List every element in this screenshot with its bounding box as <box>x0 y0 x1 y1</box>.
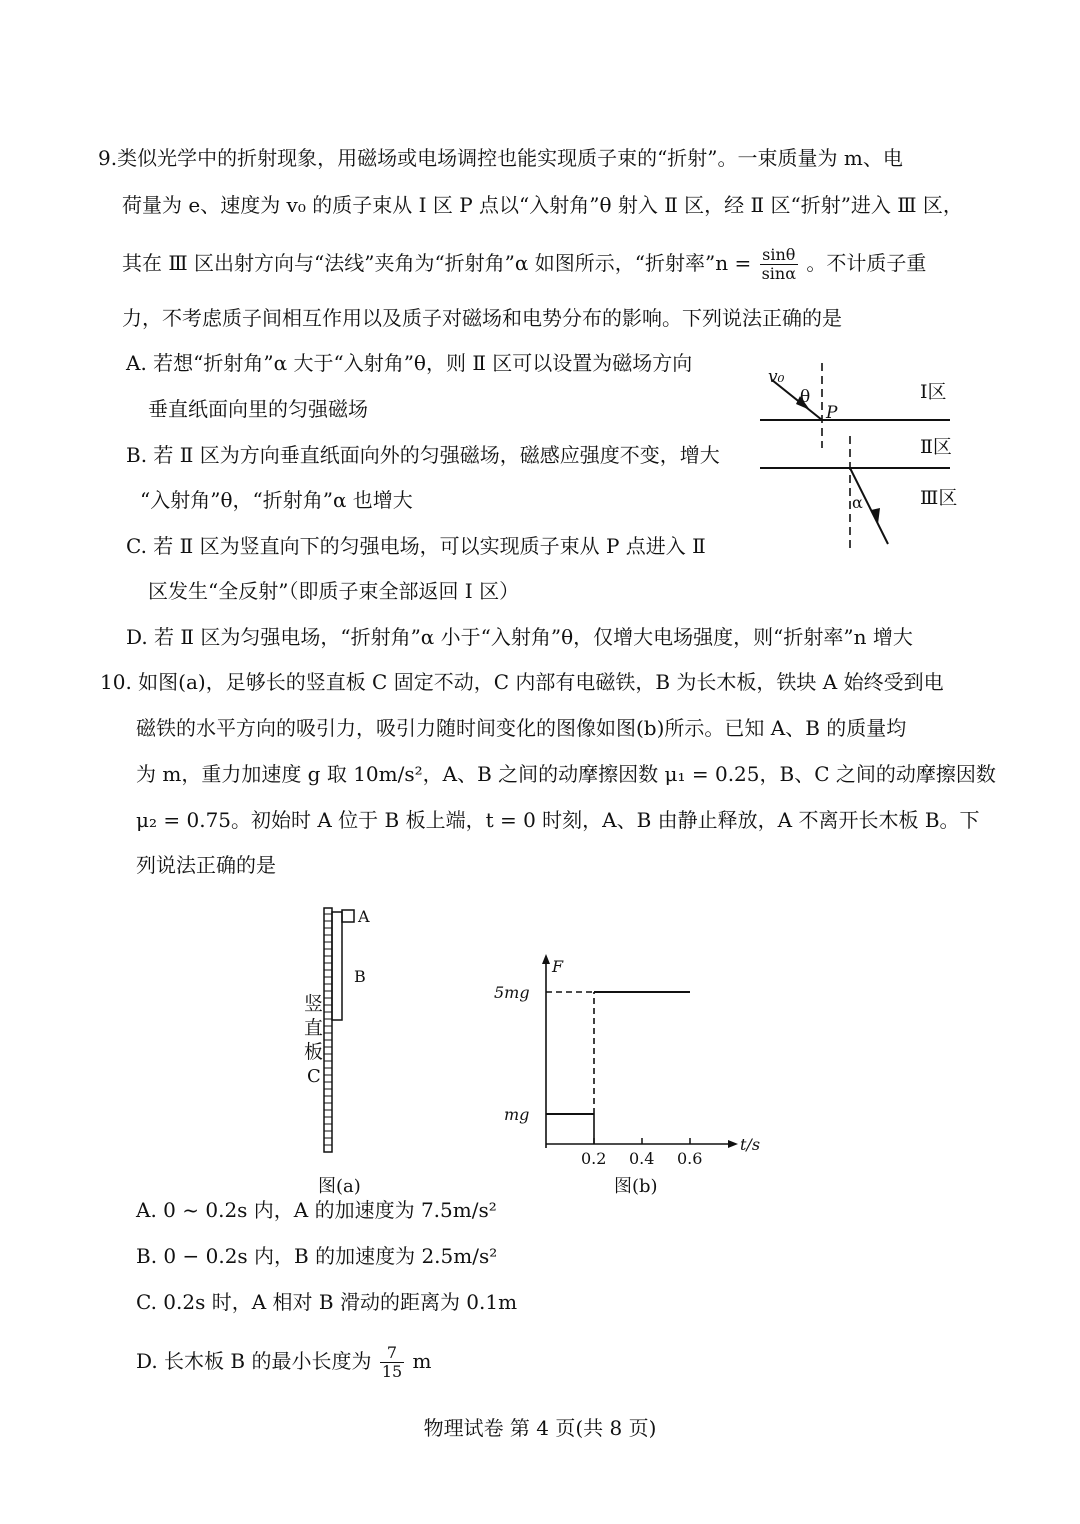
q9-line-3 <box>122 246 926 283</box>
min-length-fraction <box>380 1344 404 1381</box>
q10-option-c: C. 0.2s 时，A 相对 B 滑动的距离为 0.1m <box>136 1290 518 1314</box>
figure-b-caption: 图(b) <box>614 1176 658 1197</box>
y-axis-arrow-icon <box>542 954 550 964</box>
y-tick-label: 5mg <box>494 983 530 1002</box>
x-tick-label: 0.6 <box>677 1149 703 1168</box>
theta-label: θ <box>800 387 811 407</box>
zone-1-label: Ⅰ区 <box>920 381 947 403</box>
refracted-arrow-icon <box>871 508 880 524</box>
y-tick-label: mg <box>504 1105 530 1124</box>
board-char-1: 竖 <box>304 993 324 1015</box>
q9-option-a-1: A. 若想“折射角”α 大于“入射角”θ，则 Ⅱ 区可以设置为磁场方向 <box>126 351 693 375</box>
q9-option-d: D. 若 Ⅱ 区为匀强电场，“折射角”α 小于“入射角”θ，仅增大电场强度，则“折射率”n 增大 <box>126 625 913 649</box>
v0-label: v₀ <box>768 367 785 387</box>
label-a: A <box>358 907 370 926</box>
fraction-denominator: 15 <box>381 1362 403 1381</box>
figure-a-caption: 图(a) <box>318 1176 361 1197</box>
x-tick-label: 0.4 <box>629 1149 655 1168</box>
fraction-denominator: sinα <box>761 264 797 283</box>
y-axis-label: F <box>552 957 564 976</box>
q9-option-b-2: “入射角”θ，“折射角”α 也增大 <box>140 488 413 512</box>
q9-option-c-2: 区发生“全反射”（即质子束全部返回 Ⅰ 区） <box>148 579 520 603</box>
q9-refraction-figure <box>760 358 970 558</box>
q10-figure-a <box>296 900 406 1200</box>
zone-2-label: Ⅱ区 <box>920 436 952 458</box>
q10-option-d-text: D. 长木板 B 的最小长度为 <box>136 1349 372 1373</box>
q10-line-2: 磁铁的水平方向的吸引力，吸引力随时间变化的图像如图(b)所示。已知 A、B 的质量均 <box>136 716 907 740</box>
q10-line-4: μ₂ = 0.75。初始时 A 位于 B 板上端，t = 0 时刻，A、B 由静止释放，A 不离开长木板 B。下 <box>136 808 980 832</box>
q9-line-3-text: 其在 Ⅲ 区出射方向与“法线”夹角为“折射角”α 如图所示，“折射率”n = <box>122 251 752 275</box>
x-axis-label: t/s <box>740 1135 761 1154</box>
alpha-label: α <box>852 493 863 512</box>
q9-line-3-tail: 。不计质子重 <box>806 251 927 275</box>
zone-3-label: Ⅲ区 <box>920 487 958 509</box>
q10-line-5: 列说法正确的是 <box>136 853 276 877</box>
board-b <box>332 912 342 1020</box>
board-char-4: C <box>307 1066 321 1087</box>
q10-option-d-unit: m <box>412 1349 432 1373</box>
q9-line-1: 9.类似光学中的折射现象，用磁场或电场调控也能实现质子束的“折射”。一束质量为 m、电 <box>98 146 903 170</box>
fraction-numerator: sinθ <box>760 246 798 265</box>
label-b: B <box>354 967 366 986</box>
vertical-board-c <box>324 908 332 1152</box>
board-char-2: 直 <box>304 1017 324 1039</box>
q9-option-b-1: B. 若 Ⅱ 区为方向垂直纸面向外的匀强磁场，磁感应强度不变，增大 <box>126 443 720 467</box>
page-footer: 物理试卷 第 4 页(共 8 页) <box>423 1416 657 1440</box>
q10-option-d <box>136 1344 432 1381</box>
q10-option-a: A. 0 ~ 0.2s 内，A 的加速度为 7.5m/s² <box>136 1198 497 1222</box>
q9-option-c-1: C. 若 Ⅱ 区为竖直向下的匀强电场，可以实现质子束从 P 点进入 Ⅱ <box>126 534 706 558</box>
board-outline <box>324 908 332 1152</box>
q9-option-a-2: 垂直纸面向里的匀强磁场 <box>148 397 368 421</box>
q9-line-4: 力，不考虑质子间相互作用以及质子对磁场和电势分布的影响。下列说法正确的是 <box>122 306 842 330</box>
chart-marks <box>494 983 702 1168</box>
fraction-numerator: 7 <box>380 1344 404 1363</box>
refraction-index-fraction <box>760 246 798 283</box>
q10-option-b: B. 0 − 0.2s 内，B 的加速度为 2.5m/s² <box>136 1244 498 1268</box>
q10-figure-b-chart <box>490 952 780 1202</box>
p-label: P <box>826 403 838 423</box>
q9-line-2: 荷量为 e、速度为 v₀ 的质子束从 Ⅰ 区 P 点以“入射角”θ 射入 Ⅱ 区，经 Ⅱ 区“折射”进入 Ⅲ 区， <box>122 193 963 217</box>
x-axis-arrow-icon <box>728 1140 738 1148</box>
x-tick-label: 0.2 <box>581 1149 607 1168</box>
q10-line-3: 为 m，重力加速度 g 取 10m/s²，A、B 之间的动摩擦因数 μ₁ = 0.25，B、C 之间的动摩擦因数 <box>136 762 996 786</box>
board-char-3: 板 <box>304 1041 324 1063</box>
q10-line-1: 10. 如图(a)，足够长的竖直板 C 固定不动，C 内部有电磁铁，B 为长木板，铁块 A 始终受到电 <box>100 670 944 694</box>
block-a <box>342 910 354 922</box>
